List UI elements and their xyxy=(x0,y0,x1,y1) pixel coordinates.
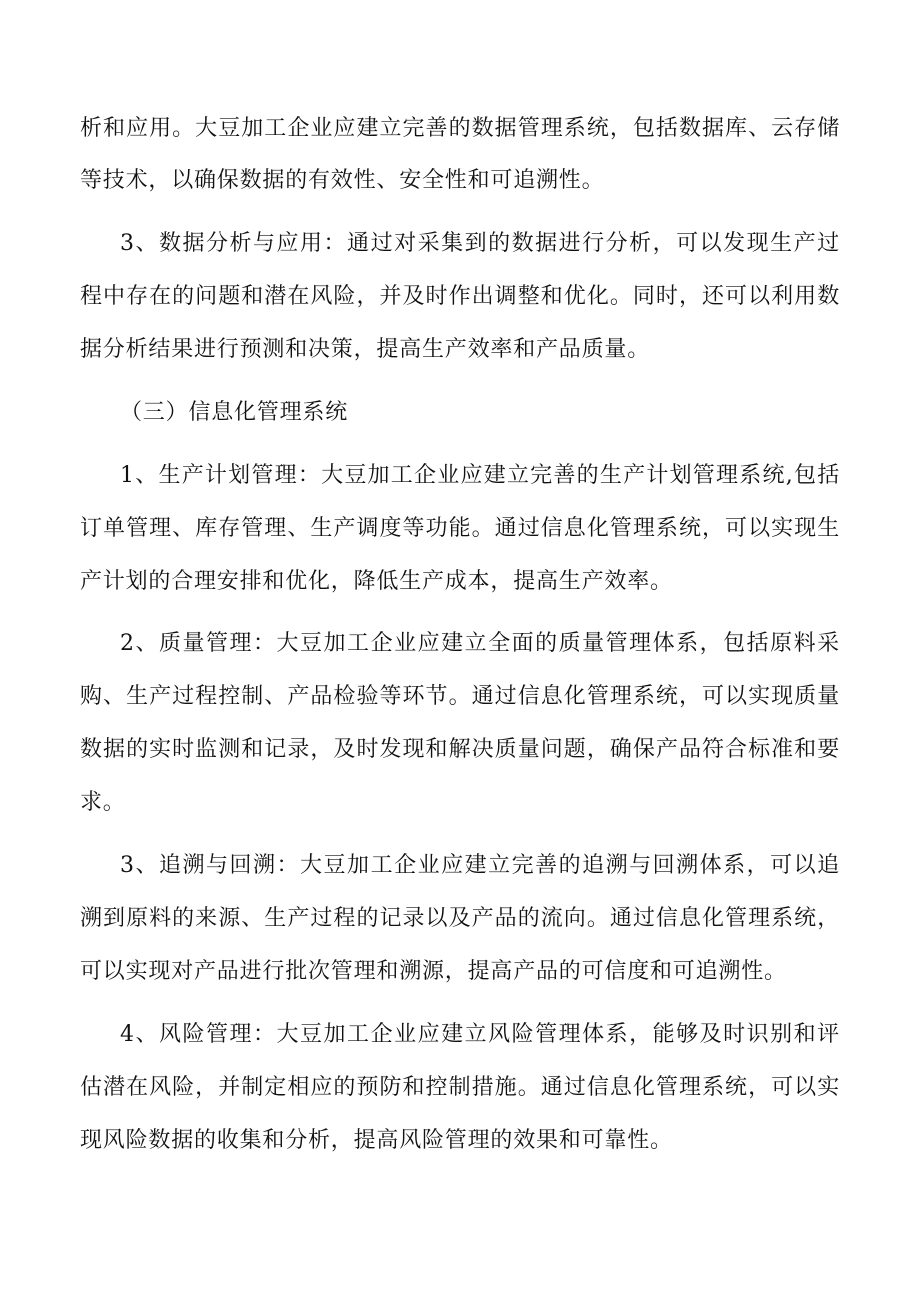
paragraph-line: 2、质量管理：大豆加工企业应建立全面的质量管理体系，包括原料采 xyxy=(120,631,840,656)
paragraph-line: 产计划的合理安排和优化，降低生产成本，提高生产效率。 xyxy=(80,569,673,594)
paragraph-line: 数据的实时监测和记录，及时发现和解决质量问题，确保产品符合标准和要 xyxy=(80,737,840,762)
paragraph-line: 求。 xyxy=(80,790,126,815)
paragraph-line: 订单管理、库存管理、生产调度等功能。通过信息化管理系统，可以实现生 xyxy=(80,516,840,541)
section-heading: （三）信息化管理系统 xyxy=(120,400,349,425)
paragraph-line: 溯到原料的来源、生产过程的记录以及产品的流向。通过信息化管理系统， xyxy=(80,906,840,931)
paragraph-line: 3、数据分析与应用：通过对采集到的数据进行分析，可以发现生产过 xyxy=(120,231,840,256)
paragraph-line: 等技术，以确保数据的有效性、安全性和可追溯性。 xyxy=(80,168,605,193)
paragraph-line: 1、生产计划管理：大豆加工企业应建立完善的生产计划管理系统,包括 xyxy=(120,463,840,488)
paragraph-line: 现风险数据的收集和分析，提高风险管理的效果和可靠性。 xyxy=(80,1128,673,1153)
paragraph-line: 可以实现对产品进行批次管理和溯源，提高产品的可信度和可追溯性。 xyxy=(80,959,787,984)
paragraph-line: 估潜在风险，并制定相应的预防和控制措施。通过信息化管理系统，可以实 xyxy=(80,1075,840,1100)
paragraph-line: 4、风险管理：大豆加工企业应建立风险管理体系，能够及时识别和评 xyxy=(120,1022,840,1047)
paragraph-line: 析和应用。大豆加工企业应建立完善的数据管理系统，包括数据库、云存储 xyxy=(80,116,840,141)
paragraph-line: 据分析结果进行预测和决策，提高生产效率和产品质量。 xyxy=(80,337,651,362)
paragraph-line: 购、生产过程控制、产品检验等环节。通过信息化管理系统，可以实现质量 xyxy=(80,684,840,709)
paragraph-line: 程中存在的问题和潜在风险，并及时作出调整和优化。同时，还可以利用数 xyxy=(80,284,840,309)
paragraph-line: 3、追溯与回溯：大豆加工企业应建立完善的追溯与回溯体系，可以追 xyxy=(120,853,840,878)
